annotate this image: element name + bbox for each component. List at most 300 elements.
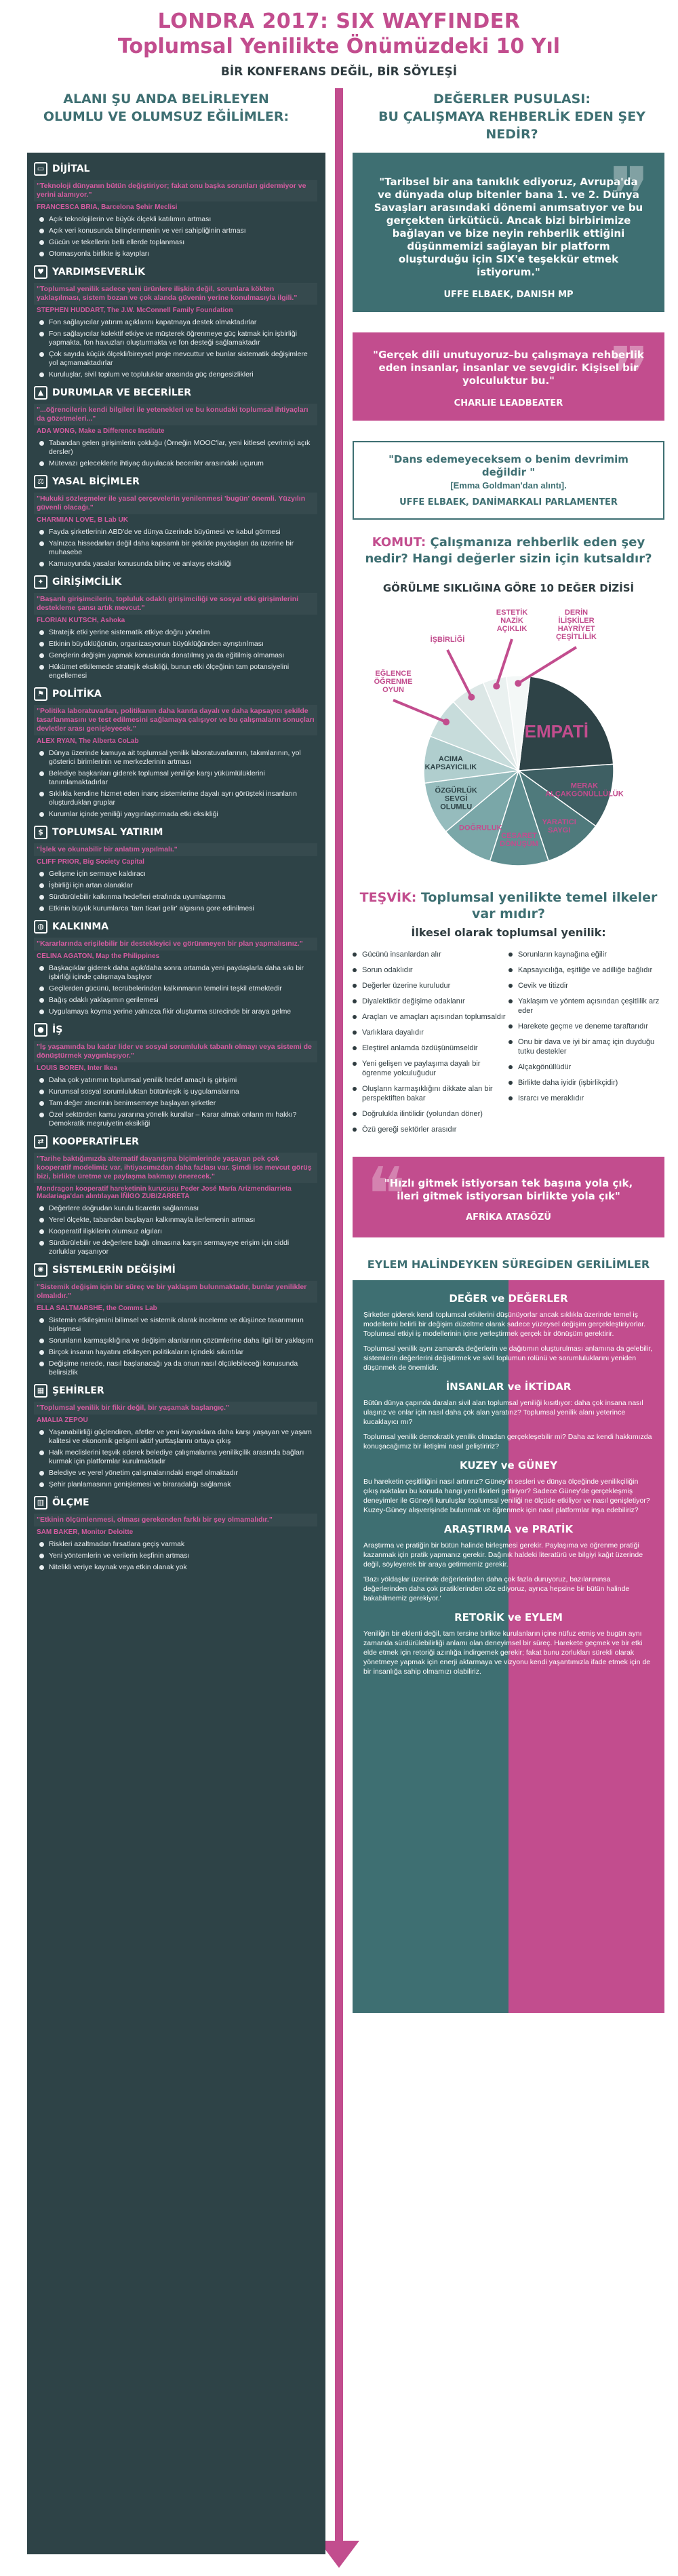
bullet-icon — [39, 751, 44, 756]
center-spine — [335, 88, 343, 2558]
bullet-icon — [39, 771, 44, 776]
globe-icon: ◍ — [34, 920, 47, 934]
bullet-icon — [39, 895, 44, 900]
principle-text: Diyalektiktir değişime odaklanır — [362, 997, 465, 1005]
trend-section — [34, 1135, 317, 1256]
bullet-icon — [39, 1010, 44, 1014]
trend-point — [39, 1448, 317, 1466]
trend-point — [39, 330, 317, 347]
principle-text: Yaklaşım ve yöntem açısından çeşitlilik arz eder — [518, 997, 660, 1015]
header — [0, 0, 678, 88]
quote-card-elbaek — [353, 153, 664, 312]
bullet-icon — [39, 1078, 44, 1083]
bullet-icon — [39, 986, 44, 991]
section-title: ÖLÇME — [52, 1497, 89, 1508]
tension-title: İNSANLAR ve İKTİDAR — [445, 1381, 572, 1393]
section-quote: "Toplumsal yenilik bir fikir değil, bir yaşamak başlangıç." — [34, 1402, 317, 1415]
trend-point-text: Başkaçıklar giderek daha açık/daha sonra ortamda yeni paydaşlarla daha sıkı bir işbirliği içinde çalışmaya başlıyor — [49, 964, 304, 981]
trend-point — [39, 1428, 317, 1446]
trend-point-text: Sistemin etkileşimini bilimsel ve sistemik olarak inceleme ve düşünce tasarımının birleşmesi — [49, 1316, 304, 1333]
pie-label: DOĞRULUK — [459, 824, 502, 832]
section-title: ŞEHİRLER — [52, 1385, 104, 1396]
section-quote: "Sistemik değişim için bir süreç ve bir yaklaşım bulunmaktadır, bunlar yenilikler olmalıdır." — [34, 1281, 317, 1303]
trend-point-text: Özel sektörden kamu yararına yönelik kurallar – Karar almak onların mı hakkı? Demokratik meşruiyetin eksikliği — [49, 1111, 297, 1128]
bullet-icon — [39, 1318, 44, 1323]
principle-item — [353, 965, 509, 975]
quote-author: CHARLIE LEADBEATER — [454, 398, 563, 408]
bullet-icon — [353, 1015, 357, 1019]
principle-item — [353, 1043, 509, 1053]
trend-point-text: Açık veri konusunda bilinçlenmenin ve veri sahipliğinin artması — [49, 227, 246, 235]
bullet-icon — [39, 906, 44, 911]
pie-callout-label: EĞLENCE ÖĞRENME OYUN — [374, 670, 413, 694]
trend-section — [34, 386, 317, 468]
trend-point-text: Dünya üzerinde kamuya ait toplumsal yenilik laboratuvarlarının, takımlarının, yol gösterici birimlerinin ve merkezlerinin artması — [49, 749, 301, 766]
trend-point-text: Yeni yöntemlerin ve verilerin keşfinin artması — [49, 1552, 190, 1560]
trend-point-text: Stratejik etki yerine sistematik etkiye doğru yönelim — [49, 628, 210, 636]
tension-group — [363, 1292, 654, 1372]
pie-callout-arrowhead — [468, 694, 475, 701]
incentive-prompt — [353, 889, 664, 922]
pie-label: EMPATİ — [524, 720, 589, 742]
proverb-author: AFRİKA ATASÖZÜ — [466, 1212, 551, 1223]
section-title: KOOPERATİFLER — [52, 1136, 139, 1147]
quote-mark-icon: ❞ — [609, 331, 650, 418]
quote-mark-icon: ❞ — [609, 151, 650, 238]
gavel-icon: ⚖ — [34, 475, 47, 488]
trend-section — [34, 162, 317, 258]
section-quote: "...öğrencilerin kendi bilgileri ile yetenekleri ve bu konudaki toplumsal ihtiyaçları da gözetmeleri..." — [34, 404, 317, 425]
comment-key: KOMUT: — [372, 535, 426, 550]
section-quote-author: SAM BAKER, Monitor Deloitte — [37, 1529, 134, 1536]
bullet-icon — [39, 1565, 44, 1570]
trend-point — [39, 439, 317, 457]
trend-point — [39, 769, 317, 787]
trend-point-text: Fon sağlayıcılar kolektif etkiye ve müşterek öğrenmeye güç katmak için işbirliği yapmakta, fon havuzları oluşturmakta ve fon desteği sağlamaktadır — [49, 330, 297, 347]
trend-section — [34, 920, 317, 1016]
trend-point — [39, 528, 317, 537]
principle-text: Cevik ve titizdir — [518, 982, 568, 990]
trend-point-text: Otomasyonla birlikte iş kayıpları — [49, 250, 150, 258]
trend-point — [39, 881, 317, 890]
values-pie-chart — [353, 594, 664, 872]
section-heading — [34, 826, 317, 839]
trend-point — [39, 1076, 317, 1085]
trend-point — [39, 1469, 317, 1478]
principle-item — [509, 1078, 664, 1088]
section-quote-author: AMALIA ZEPOU — [37, 1417, 88, 1424]
trend-point-text: Kuruluşlar, sivil toplum ve topluluklar arasında güç dengesizlikleri — [49, 370, 254, 379]
section-quote: "Teknoloji dünyanın bütün değiştiriyor; fakat onu başka sorunları gidermiyor ve yerini alamıyor." — [34, 180, 317, 201]
tension-paragraph: Toplumsal yenilik demokratik yenilik olmadan gerçekleşebilir mi? Daha az kendi hakkımızda konuşacağımız bir iletişimi nasıl geliştiririz? — [363, 1433, 652, 1450]
incentive-key: TEŞVİK: — [359, 890, 417, 905]
trend-point — [39, 651, 317, 660]
tensions-panel — [353, 1280, 664, 2013]
principles-left — [353, 950, 509, 1140]
bullet-icon — [39, 1554, 44, 1558]
bullet-icon — [353, 1128, 357, 1132]
trend-point-text: Gücün ve tekellerin belli ellerde toplanması — [49, 238, 185, 246]
bullet-icon — [353, 953, 357, 957]
section-quote: "Kararlarında erişilebilir bir destekleyici ve görünmeyen bir plan yapmalısınız." — [34, 938, 317, 950]
principle-text: Harekete geçme ve deneme taraftarıdır — [518, 1022, 648, 1031]
section-heading — [34, 475, 317, 488]
principle-text: Doğrulukla ilintilidir (yolundan döner) — [362, 1110, 483, 1118]
trend-point — [39, 1563, 317, 1572]
bullet-icon — [353, 1087, 357, 1091]
principle-item — [509, 981, 664, 991]
right-heading-line1: DEĞERLER PUSULASI: — [433, 92, 591, 107]
trend-point-text: Tabandan gelen girişimlerin çokluğu (Örneğin MOOC'lar, yeni kitlesel çevrimiçi açık dersler) — [49, 439, 311, 456]
principle-text: Onu bir dava ve iyi bir amaç için duyduğu tutku destekler — [518, 1038, 655, 1056]
trend-point — [39, 1216, 317, 1225]
trend-point-text: Açık teknolojilerin ve büyük ölçekli katılımın artması — [49, 215, 212, 223]
principle-item — [353, 1059, 509, 1078]
section-quote-author: CELINA AGATON, Map the Philippines — [37, 953, 160, 960]
section-title: GİRİŞİMCİLİK — [52, 577, 122, 588]
trend-point-text: Yerel ölçekte, tabandan başlayan kalkınmayla ilerlemenin artması — [49, 1216, 256, 1224]
section-title: YASAL BİÇİMLER — [52, 476, 140, 487]
tension-paragraph: Şirketler giderek kendi toplumsal etkilerini düşünüyorlar ancak sıklıkla üzerinde temel iş modellerini belirli bir değişim düzeltme olarak sadece yüzeysel değişim gerçekleştiriyorlar. Toplumsal etkiyi iş modellerinin içine yerleştirmek gerçek bir dönüşüm gerektirir. — [363, 1311, 646, 1338]
pie-callout-label: DERİN İLİŞKİLER HAYRİYET ÇEŞİTLİLİK — [556, 609, 597, 641]
trend-point-text: Belediye ve yerel yönetim çalışmalarındaki engel olmaktadır — [49, 1469, 238, 1477]
section-heading — [34, 920, 317, 934]
proverb-card — [353, 1151, 664, 1238]
pie-callout-label: ESTETİK NAZİK AÇIKLIK — [496, 609, 528, 633]
section-title: İŞ — [52, 1024, 63, 1035]
principle-text: Yeni gelişen ve paylaşıma dayalı bir ögrenme yolculuğudur — [362, 1060, 481, 1077]
bullet-icon — [353, 1046, 357, 1050]
bullet-icon — [39, 792, 44, 796]
bullet-icon — [39, 541, 44, 546]
people-icon: ● — [34, 1023, 47, 1037]
trend-point — [39, 250, 317, 258]
bullet-icon — [39, 1542, 44, 1547]
principle-item — [509, 997, 664, 1016]
handshake-icon: ⇄ — [34, 1135, 47, 1149]
trend-point-text: Kurumlar içinde yeniliği yaygınlaştırmada etki eksikliği — [49, 810, 218, 818]
section-heading — [34, 162, 317, 176]
trend-point-text: Riskleri azaltmadan fırsatlara geçiş varmak — [49, 1540, 185, 1548]
bullet-icon — [509, 968, 513, 972]
header-title: LONDRA 2017: SIX WAYFINDER — [157, 9, 521, 33]
quote-author: UFFE ELBAEK, DANISH MP — [443, 290, 574, 300]
bullet-icon — [39, 966, 44, 971]
section-title: DİJİTAL — [52, 164, 90, 174]
trend-point-text: Etkinin büyüklüğünün, organizasyonun büyüklüğünden ayrıştırılması — [49, 640, 264, 648]
bullet-icon — [39, 1362, 44, 1366]
bullet-icon — [509, 984, 513, 988]
section-title: DURUMLAR VE BECERİLER — [52, 387, 192, 398]
quote-text: "Gerçek dili unutuyoruz–bu çalışmaya rehberlik eden insanlar, insanlar ve sevgidir. Kişisel bir yolculuktur bu." — [373, 349, 644, 387]
trend-point-text: İşbirliği için artan olanaklar — [49, 881, 133, 889]
bullet-icon — [39, 1229, 44, 1234]
pie-callout-arrow — [393, 700, 446, 722]
section-quote: "Hukuki sözleşmeler ile yasal çerçevelerin yenilenmesi 'bugün' önemli. Yüzyılın güvenli olacağı." — [34, 493, 317, 514]
trend-point-text: Kooperatif ilişkilerin olumsuz algıları — [49, 1227, 162, 1235]
bullet-icon — [39, 441, 44, 446]
trend-point — [39, 1099, 317, 1108]
trend-section — [34, 1384, 317, 1489]
chart-title: GÖRÜLME SIKLIĞINA GÖRE 10 DEĞER DİZİSİ — [382, 582, 635, 594]
trend-point — [39, 640, 317, 649]
section-heading — [34, 1496, 317, 1510]
tension-group — [363, 1523, 654, 1603]
tension-title: KUZEY ve GÜNEY — [459, 1459, 558, 1472]
trend-point-text: Değerlere doğrudan kurulu ticaretin sağlanması — [49, 1204, 199, 1212]
principle-item — [509, 1022, 664, 1031]
tension-group — [363, 1459, 654, 1515]
pie-callout-arrow — [518, 647, 576, 683]
trend-point — [39, 996, 317, 1005]
bullet-icon — [39, 1482, 44, 1487]
trends-panel — [27, 153, 325, 2554]
trend-point-text: Uygulamaya koyma yerine yalnızca fikir oluşturma sürecinde bir araya gelme — [49, 1007, 292, 1016]
trend-point — [39, 904, 317, 913]
principles-right — [509, 950, 664, 1140]
left-heading-line1: ALANI ŞU ANDA BELİRLEYEN — [63, 92, 269, 107]
principle-item — [353, 1012, 509, 1022]
comment-text: Çalışmanıza rehberlik eden şey nedir? Hangi değerler sizin için kutsaldır? — [365, 535, 652, 566]
trend-point — [39, 1227, 317, 1236]
trend-point-text: Gelişme için sermaye kaldıracı — [49, 870, 146, 878]
principle-item — [509, 1062, 664, 1072]
trend-point — [39, 1111, 317, 1128]
quote-author: UFFE ELBAEK, DANİMARKALI PARLAMENTER — [399, 497, 618, 507]
trend-point — [39, 227, 317, 235]
bullet-icon — [39, 998, 44, 1003]
trend-point-text: Sürdürülebilir kalkınma hedefleri etrafında uyumlaştırma — [49, 893, 226, 901]
trend-point-text: Mütevazı geleceklerle ihtiyaç duyulacak beceriler arasındaki uçurum — [49, 459, 264, 467]
trend-point — [39, 1360, 317, 1377]
monitor-icon: ▭ — [34, 162, 47, 176]
trend-point-text: Halk meclislerini teşvik ederek belediye çalışmalarına yenilikçilik arasında bağları kurmak için platformlar kurulmaktadır — [49, 1448, 304, 1465]
trend-section — [34, 575, 317, 680]
trend-point — [39, 628, 317, 637]
principle-text: Kapsayıcılığa, eşitliğe ve adilliğe bağlıdır — [518, 966, 653, 974]
chart-icon: ▥ — [34, 1496, 47, 1510]
header-subtitle: Toplumsal Yenilikte Önümüzdeki 10 Yıl — [117, 35, 561, 58]
trend-point — [39, 318, 317, 327]
principle-item — [509, 1037, 664, 1056]
bullet-icon — [509, 999, 513, 1003]
section-heading — [34, 687, 317, 701]
trend-point-text: Kamuoyunda yasalar konusunda bilinç ve anlayış eksikliği — [49, 560, 232, 568]
trend-point-text: Yaşanabilirliği güçlendiren, afetler ve yeni kaynaklara daha karşı yaşayan ve yaşam kalitesi ve ekonomik gelişimi aktif yurttaşlarını ortaya çıkış — [49, 1428, 312, 1445]
pie-label: ÖZGÜRLÜK SEVGİ OLUMLU — [435, 786, 477, 811]
trend-point-text: Sorunların karmaşıklığına ve değişim alanlarının çözümlerine daha ilgili bir yaklaşım — [49, 1337, 313, 1345]
section-quote-author: CHARMIAN LOVE, B Lab UK — [37, 516, 128, 524]
bullet-icon — [39, 1218, 44, 1223]
trend-section — [34, 687, 317, 819]
section-quote: "Tarihe baktığımızda alternatif dayanışma biçimlerinde yaşayan pek çok kooperatif modelimiz var, ihtiyacımızdan daha fazlası var. Şimdi ise mevcut görüş bizi, birlikte üretme ve paylaşma bakmayı önerecek." — [34, 1153, 317, 1183]
bullet-icon — [509, 953, 513, 957]
trend-point-text: Tam değer zincirinin benimsemeye başlayan şirketler — [49, 1099, 216, 1107]
bullet-icon — [39, 1113, 44, 1117]
bullet-icon — [39, 642, 44, 647]
pie-callout-arrow — [447, 650, 471, 697]
section-quote-author: ALEX RYAN, The Alberta CoLab — [37, 737, 139, 745]
pie-callout-arrowhead — [515, 680, 521, 687]
coins-icon: $ — [34, 826, 47, 839]
quote-subtext: [Emma Goldman'dan alıntı]. — [450, 480, 567, 491]
section-heading — [34, 1023, 317, 1037]
section-quote: "İşlek ve okunabilir bir anlatım yapılmalı." — [34, 843, 317, 856]
bullet-icon — [39, 562, 44, 566]
section-heading — [34, 1384, 317, 1398]
section-quote-author: ELLA SALTMARSHE, the Comms Lab — [37, 1305, 157, 1312]
pie-callout-label: İŞBİRLİĞİ — [430, 636, 465, 644]
bullet-icon — [509, 1024, 513, 1029]
trend-point-text: Değişime nerede, nasıl başlanacağı ya da onun nasıl ölçülebileceği konusunda belirsizlik — [49, 1360, 298, 1377]
trend-point-text: Kurumsal sosyal sorumluluktan bütünleşik iş uygulamalarına — [49, 1088, 239, 1096]
bullet-icon — [39, 352, 44, 357]
pie-label: CESARET DÖNÜŞÜM — [500, 831, 538, 848]
quote-text: "Dans edemeyeceksem o benim devrimim değildir " — [388, 453, 629, 478]
trend-point-text: Daha çok yatırımın toplumsal yenilik hedef amaçlı iş girişimi — [49, 1076, 237, 1084]
bullet-icon — [39, 812, 44, 817]
bullet-icon — [353, 968, 357, 972]
trend-section — [34, 1023, 317, 1128]
trend-point-text: Fon sağlayıcılar yatırım açıklarını kapatmaya destek olmaktadırlar — [49, 318, 257, 326]
trend-point-text: Geçilerden gücünü, tecrübelerinden kalkınmanın temelini teşkil etmektedir — [49, 984, 282, 993]
bullet-icon — [353, 1031, 357, 1035]
trend-point — [39, 1552, 317, 1560]
tension-paragraph: Bu hareketin çeşitliliğini nasıl artırırız? Güney'in sesleri ve dünya ölçeğinde yenilikçiliğin çıkış noktaları bu konuda hangi yeni fikirleri getiriyor? Sadece Güney'de gerçekleşmiş deneyimler ile Güneyli kuruluşlar toplumsal yeniliği ne ölçüde etkiliyor ve nasıl genişletiyor? Kuzey-Güney alışverişinde bulunmak ve öğrenmek için nasıl platformlar inşa edebiliriz? — [363, 1478, 650, 1514]
trend-point — [39, 1239, 317, 1256]
left-heading-line2: OLUMLU VE OLUMSUZ EĞİLİMLER: — [43, 109, 290, 124]
proverb-text: "Hızlı gitmek istiyorsan tek başına yola çık, ileri gitmek istiyorsan birlikte yola çık" — [384, 1177, 633, 1202]
right-column-heading — [353, 90, 671, 143]
pie-label: YARATICI SAYGI — [542, 818, 576, 835]
bullet-icon — [39, 1430, 44, 1435]
tension-group — [363, 1381, 654, 1451]
trend-point-text: Sıklıkla kendine hizmet eden inanç sistemlerine dayalı ayrı görüşteki insanların oluşturduklan gruplar — [49, 790, 297, 807]
quote-card-goldman — [353, 441, 664, 520]
lightbulb-icon: ✦ — [34, 575, 47, 589]
values-compass-column — [353, 153, 664, 2013]
trend-point — [39, 215, 317, 224]
header-tagline: BİR KONFERANS DEĞİL, BİR SÖYLEŞİ — [220, 65, 458, 79]
section-title: YARDIMSEVERLİK — [52, 267, 145, 277]
principle-text: Birlikte daha iyidir (işbirlikçidir) — [518, 1079, 618, 1087]
trend-point — [39, 984, 317, 993]
trend-point — [39, 1088, 317, 1096]
trend-point — [39, 370, 317, 379]
bullet-icon — [39, 1206, 44, 1211]
tension-title: RETORİK ve EYLEM — [454, 1611, 563, 1623]
bullet-icon — [39, 1471, 44, 1476]
bullet-icon — [353, 1062, 357, 1066]
bullet-icon — [39, 665, 44, 670]
principle-item — [353, 1125, 509, 1134]
bullet-icon — [509, 1096, 513, 1100]
trend-section — [34, 826, 317, 913]
section-quote-author: FRANCESCA BRIA, Barcelona Şehir Meclisi — [37, 204, 178, 211]
section-quote-author: ADA WONG, Make a Difference Institute — [37, 427, 165, 435]
tension-paragraph: Toplumsal yenilik aynı zamanda değerlerin ve dağıtımın oluşturulması anlamına da gelebilir, sistemlerin değerlerini değiştirmek ve sivil toplumun rolünü ve sorumluluklarını yeniden düşünmek de önemlidir. — [363, 1345, 653, 1372]
bullet-icon — [39, 530, 44, 535]
bullet-icon — [39, 332, 44, 337]
trend-point-text: Etkinin büyük kurumlarca 'tam ticari gelir' algısına gore edinilmesi — [49, 904, 254, 912]
trend-point-text: Hükümet etkilemede stratejik eksikliği, bunun etki ölçeğinin tam potansiyelini engellemesi — [49, 663, 290, 680]
principle-item — [353, 1084, 509, 1103]
bullet-icon — [39, 372, 44, 377]
section-title: KALKINMA — [52, 921, 109, 932]
principle-text: Sorun odaklıdır — [362, 966, 413, 974]
principle-item — [353, 950, 509, 959]
heart-hand-icon: ♥ — [34, 265, 47, 279]
incentive-subtitle: İlkesel olarak toplumsal yenilik: — [411, 926, 606, 939]
trend-point — [39, 1204, 317, 1213]
bullet-icon — [39, 1241, 44, 1246]
section-title: TOPLUMSAL YATIRIM — [52, 827, 163, 838]
quote-card-leadbeater — [353, 332, 664, 421]
section-quote-author: STEPHEN HUDDART, The J.W. McConnell Family Foundation — [37, 307, 233, 314]
principles-lists — [353, 950, 664, 1140]
trend-point — [39, 790, 317, 807]
trend-point-text: Sürdürülebilir ve değerlere bağlı olmasına karşın sermayeye erişim için ciddi zorluklar yaşanıyor — [49, 1239, 290, 1256]
trend-point — [39, 870, 317, 879]
tension-paragraph: Bütün dünya çapında daralan sivil alan toplumsal yeniliği kısıtlıyor: daha çok insana nasıl ulaşırız ve onlar için nasıl daha çok alan yaratırız? Toplumsal yenilik alanı yeterince kucaklayıcı mı? — [363, 1399, 643, 1426]
tension-title: DEĞER ve DEĞERLER — [449, 1292, 568, 1305]
trend-point-text: Gençlerin değişim yapmak konusunda donatılmış ya da eğitilmiş olmaması — [49, 651, 285, 659]
trend-section — [34, 475, 317, 569]
pie-callout-arrowhead — [493, 683, 500, 689]
bullet-icon — [39, 872, 44, 877]
principle-item — [509, 950, 664, 959]
bullet-icon — [39, 1090, 44, 1094]
city-icon: ▦ — [34, 1384, 47, 1398]
trend-point-text: Yalnızca hissedarları değil daha kapsamlı bir şekilde paydaşları da üzerine bir muhasebe — [49, 539, 294, 556]
comment-prompt — [353, 535, 664, 567]
trend-point — [39, 810, 317, 819]
bullet-icon — [509, 1081, 513, 1085]
trend-section — [34, 1263, 317, 1377]
section-title: SİSTEMLERİN DEĞİŞİMİ — [52, 1265, 176, 1275]
trend-point — [39, 459, 317, 468]
section-quote-author: LOUIS BOREN, Inter Ikea — [37, 1064, 117, 1072]
principle-item — [353, 1028, 509, 1037]
section-quote: "Başarılı girişimcilerin, topluluk odaklı girişimciliği ve sosyal etki girişimlerini destekleme şansı artık mevcut." — [34, 593, 317, 615]
principle-text: Eleştirel anlamda özdüşünümseldir — [362, 1044, 478, 1052]
trend-point — [39, 964, 317, 982]
principle-text: Gücünü insanlardan alır — [362, 950, 441, 959]
trend-point — [39, 1348, 317, 1357]
trend-section — [34, 1496, 317, 1572]
bullet-icon — [509, 1065, 513, 1069]
trend-point — [39, 1316, 317, 1334]
principle-text: Israrcı ve meraklıdır — [518, 1094, 584, 1102]
principle-item — [353, 981, 509, 991]
section-heading — [34, 1263, 317, 1277]
principle-item — [353, 997, 509, 1006]
principle-item — [353, 1109, 509, 1119]
bullet-icon — [39, 461, 44, 466]
quote-mark-icon: ❝ — [366, 1151, 407, 1238]
bullet-icon — [39, 883, 44, 888]
pie-label: ACIMA KAPSAYICILIK — [424, 754, 477, 771]
principle-text: Varlıklara dayalıdır — [362, 1029, 424, 1037]
pie-label: MERAK ALÇAKGÖNÜLLÜLÜK — [545, 782, 624, 799]
principle-item — [509, 965, 664, 975]
section-quote: "İş yaşamında bu kadar lider ve sosyal sorumluluk tabanlı olmayı veya sistemi de dönüştürmek yaygınlaşıyor." — [34, 1041, 317, 1062]
tensions-title: EYLEM HALİNDEYKEN SÜREGİDEN GERİLİMLER — [367, 1258, 650, 1271]
trend-point-text: Belediye başkanları giderek toplumsal yeniliğe karşı yükümlülüklerini tanımlamaktadırlar — [49, 769, 265, 786]
bullet-icon — [39, 1450, 44, 1455]
bullet-icon — [39, 653, 44, 658]
bullet-icon — [509, 1040, 513, 1044]
